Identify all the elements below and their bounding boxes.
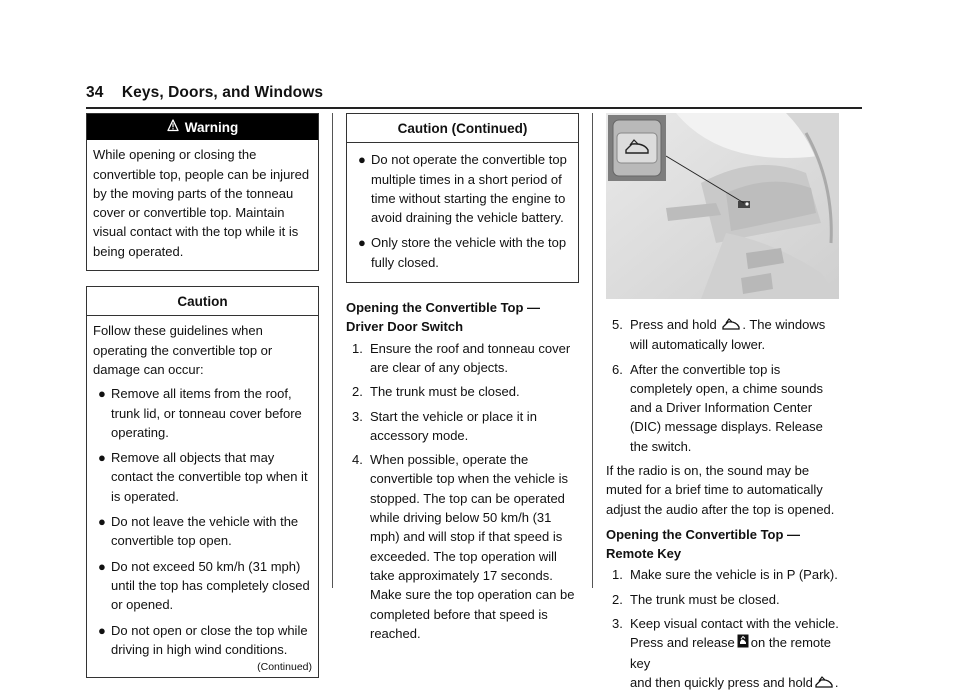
caution-bullets xyxy=(93,384,312,659)
step-item: 3. Keep visual contact with the vehicle. Press and release on the remote key and then quickly press and hold . xyxy=(606,614,839,693)
warning-box xyxy=(86,113,319,271)
convertible-top-icon xyxy=(815,674,833,693)
step-item: 4. When possible, operate the convertible top when the vehicle is stopped. The top can be operated while driving below 50 km/h (31 mph) and will stop if that speed is exceeded. The top operation will take approximately 17 seconds. Make sure the top operation can be completed before that speed is reached. xyxy=(352,452,575,641)
caution-box xyxy=(86,286,319,678)
step-item: 2. The trunk must be closed. xyxy=(352,384,520,400)
caution-bullet: ● Only store the vehicle with the top fully closed. xyxy=(358,235,567,270)
step-item: 3. Start the vehicle or place it in accessory mode. xyxy=(352,408,537,443)
caution-continued-box xyxy=(346,113,579,283)
continued-label: (Continued) xyxy=(257,661,312,674)
page-header xyxy=(86,84,323,102)
step-item: 6. After the convertible top is completely open, a chime sounds and a Driver Information Center (DIC) message displays. Release the switch. xyxy=(612,361,823,454)
column-divider xyxy=(332,113,333,588)
warning-triangle-icon xyxy=(167,118,179,137)
caution-continued-bullets xyxy=(353,150,572,272)
page-number: 34 xyxy=(86,84,104,101)
caution-continued-title: Caution (Continued) xyxy=(347,114,578,143)
header-rule xyxy=(86,107,862,109)
step-item: 1. Ensure the roof and tonneau cover are clear of any objects. xyxy=(352,340,571,375)
caution-body xyxy=(87,316,318,677)
step-item: 1. Make sure the vehicle is in P (Park). xyxy=(612,567,838,583)
warning-text: While opening or closing the convertible top, people can be injured by the moving parts of the tonneau cover or convertible top. Maintain visual contact with the top while it is being operated. xyxy=(93,147,310,259)
section-title: Keys, Doors, and Windows xyxy=(121,84,324,101)
caution-bullet: ● Do not leave the vehicle with the convertible top open. xyxy=(98,514,299,549)
caution-bullet: ● Remove all items from the roof, trunk lid, or tonneau cover before operating. xyxy=(98,386,302,440)
remote-key-heading: Opening the Convertible Top — Remote Key xyxy=(606,526,801,562)
caution-bullet: ● Do not open or close the top while driving in high wind conditions. xyxy=(98,622,308,657)
convertible-top-icon xyxy=(722,316,740,335)
warning-header xyxy=(87,114,318,140)
driver-switch-heading: Opening the Convertible Top — Driver Door Switch xyxy=(346,300,541,335)
warning-title: Warning xyxy=(184,120,239,135)
caution-intro: Follow these guidelines when operating the convertible top or damage can occur: xyxy=(93,323,273,377)
column-left xyxy=(86,113,319,693)
warning-body xyxy=(87,140,318,270)
radio-note: If the radio is on, the sound may be muted for a brief time to automatically adjust the audio after the top is opened. xyxy=(606,462,835,517)
door-switch-photo xyxy=(606,113,839,299)
remote-key-steps xyxy=(606,565,839,693)
column-divider xyxy=(592,113,593,588)
caution-bullet: ● Remove all objects that may contact the convertible top when it is operated. xyxy=(98,450,308,504)
caution-bullet: ● Do not exceed 50 km/h (31 mph) until the top has completely closed or opened. xyxy=(98,558,310,613)
step-item: 2. The trunk must be closed. xyxy=(612,591,780,607)
caution-bullet: ● Do not operate the convertible top multiple times in a short period of time without starting the engine to avoid draining the vehicle battery. xyxy=(358,152,567,226)
remote-top-button-icon xyxy=(737,634,749,653)
step-item: 5. Press and hold . The windows will automatically lower. xyxy=(612,317,826,353)
driver-switch-steps xyxy=(346,339,579,643)
caution-continued-body xyxy=(347,143,578,282)
driver-switch-steps-cont xyxy=(606,315,839,456)
column-right xyxy=(606,113,839,698)
column-middle xyxy=(346,113,579,648)
caution-title: Caution xyxy=(87,287,318,316)
